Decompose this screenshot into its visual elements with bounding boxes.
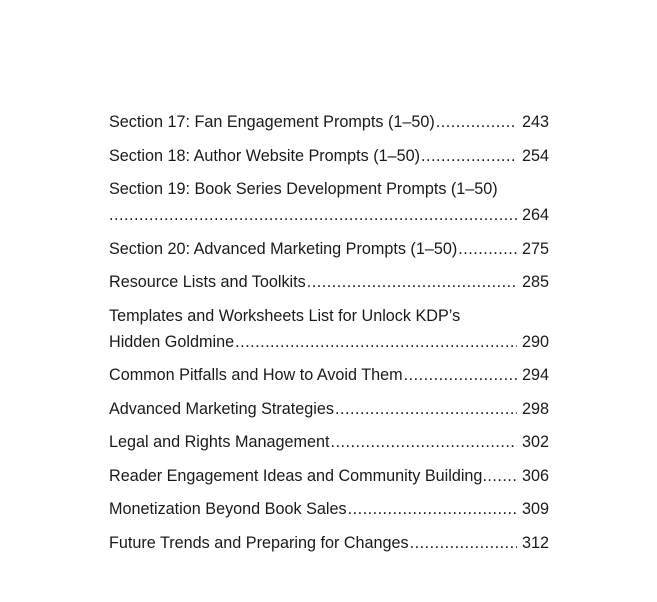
table-of-contents [109,109,549,563]
toc-entry-title-line: Section 19: Book Series Development Prompts (1–50) [109,180,498,198]
toc-entry-section-20[interactable] [109,236,549,262]
toc-entry-title: Common Pitfalls and How to Avoid Them [109,366,403,384]
toc-entry-page: 243 [521,113,549,131]
toc-entry-section-17[interactable] [109,109,549,135]
toc-entry-page: 285 [521,273,549,291]
toc-entry-page: 309 [521,500,549,518]
toc-entry-resource-lists[interactable] [109,269,549,295]
dot-leader [482,463,518,489]
toc-entry-page: 290 [521,332,549,351]
toc-entry-title: Advanced Marketing Strategies [109,399,334,418]
toc-entry-title: Reader Engagement Ideas and Community Building [109,466,483,485]
toc-entry-section-19[interactable] [109,176,549,228]
toc-entry-page: 254 [521,146,549,165]
dot-leader [404,362,517,388]
dot-leader [436,109,517,135]
toc-entry-common-pitfalls[interactable] [109,362,549,388]
toc-entry-title: Legal and Rights Management [109,433,330,451]
dot-leader [410,530,517,556]
dot-leader [330,429,517,455]
toc-entry-page: 294 [521,366,549,384]
toc-entry-section-18[interactable] [109,143,549,169]
toc-entry-templates-worksheets[interactable] [109,303,549,355]
toc-entry-page: 275 [521,239,549,258]
toc-entry-title-line: Templates and Worksheets List for Unlock KDP’s [109,306,461,325]
toc-entry-page: 298 [521,399,549,418]
toc-entry-page: 312 [521,533,549,552]
toc-entry-future-trends[interactable] [109,530,549,556]
toc-entry-page: 306 [521,466,549,485]
toc-entry-page: 264 [521,206,549,224]
toc-entry-title: Future Trends and Preparing for Changes [109,533,409,552]
toc-entry-title: Section 18: Author Website Prompts (1–50) [109,146,421,165]
toc-entry-title: Monetization Beyond Book Sales [109,500,347,518]
dot-leader [109,202,517,228]
toc-entry-title: Resource Lists and Toolkits [109,273,306,291]
dot-leader [235,329,517,355]
toc-entry-title: Section 20: Advanced Marketing Prompts (1–50) [109,239,458,258]
toc-entry-page: 302 [521,433,549,451]
dot-leader [458,236,517,262]
dot-leader [421,143,517,169]
dot-leader [348,496,517,522]
toc-entry-monetization[interactable] [109,496,549,522]
dot-leader [335,396,517,422]
toc-entry-legal-rights[interactable] [109,429,549,455]
toc-entry-advanced-marketing-strategies[interactable] [109,396,549,422]
toc-entry-reader-engagement[interactable] [109,463,549,489]
dot-leader [307,269,517,295]
toc-entry-title: Section 17: Fan Engagement Prompts (1–50) [109,113,435,131]
toc-entry-title: Hidden Goldmine [109,332,235,351]
